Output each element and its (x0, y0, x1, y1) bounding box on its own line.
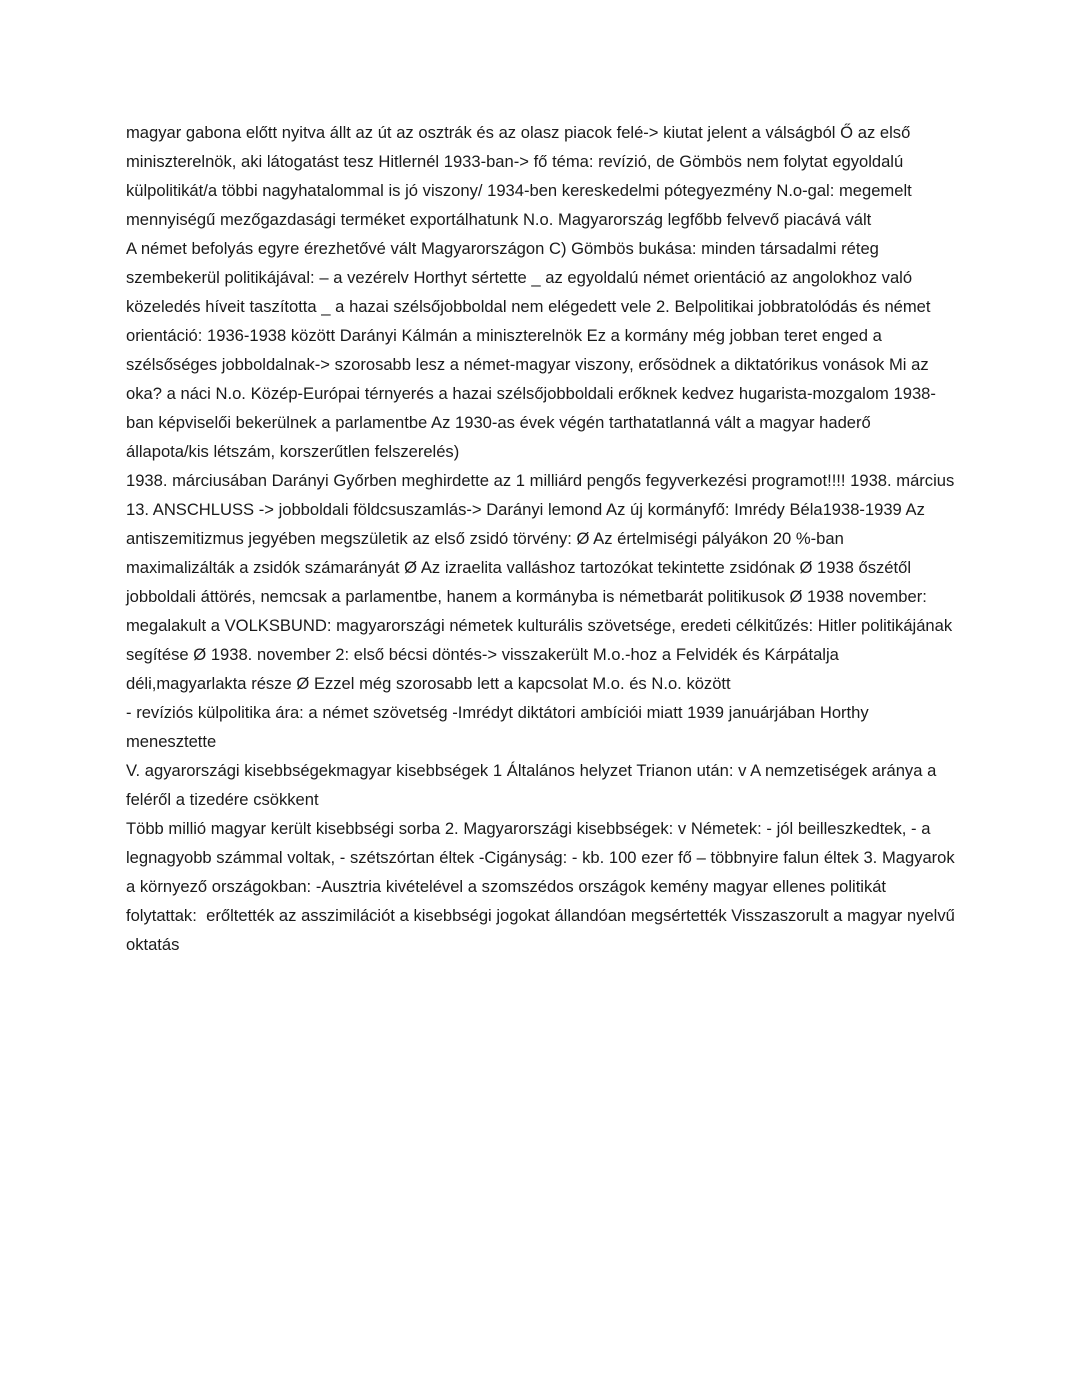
paragraph-block-1: magyar gabona előtt nyitva állt az út az osztrák és az olasz piacok felé-> kiutat jelent a válságból Ő az első miniszterelnök, aki látogatást tesz Hitlernél 1933-ban-> fő téma: revízió, de Gömbös nem folytat egyoldalú külpolitikát/a többi nagyhatalommal is jó viszony/ 1934-ben kereskedelmi pótegyezmény N.o-gal: megemelt mennyiségű mezőgazdasági terméket exportálhatunk N.o. Magyarország legfőbb felvevő piacává vált (126, 123, 917, 229)
paragraph-block-5: V. agyarországi kisebbségekmagyar kisebbségek 1 Általános helyzet Trianon után: v A nemzetiségek aránya a feléről a tizedére csökkent (126, 761, 942, 809)
paragraph-block-3: 1938. márciusában Darányi Győrben meghirdette az 1 milliárd pengős fegyverkezési programot!!!! 1938. március 13. ANSCHLUSS -> jobboldali földcsuszamlás-> Darányi lemond Az új kormányfő: Imrédy Béla1938-1939 Az antiszemitizmus jegyében megszületik az első zsidó törvény: Ø Az értelmiségi pályákon 20 %-ban maximalizálták a zsidók számarányát Ø Az izraelita valláshoz tartozókat tekintette zsidónak Ø 1938 őszétől jobboldali áttörés, nemcsak a parlamentbe, hanem a kormányba is németbarát politikusok Ø 1938 november: megalakult a VOLKSBUND: magyarországi németek kulturális szövetsége, eredeti célkitűzés: Hitler politikájának segítése Ø 1938. november 2: első bécsi döntés-> visszakerült M.o.-hoz a Felvidék és Kárpátalja déli,magyarlakta része Ø Ezzel még szorosabb lett a kapcsolat M.o. és N.o. között (126, 471, 959, 693)
document-text-column (126, 118, 960, 959)
paragraph-block-4: - revíziós külpolitika ára: a német szövetség -Imrédyt diktátori ambíciói miatt 1939 januárjában Horthy menesztette (126, 703, 874, 751)
paragraph-block-6: Több millió magyar került kisebbségi sorba 2. Magyarországi kisebbségek: v Németek: - jól beilleszkedtek, - a legnagyobb számmal voltak, - szétszórtan éltek -Cigányság: - kb. 100 ezer fő – többnyire falun éltek 3. Magyarok a környező országokban: -Ausztria kivételével a szomszédos országok kemény magyar ellenes politikát folytattak: erőltették az asszimilációt a kisebbségi jogokat állandóan megsértették Visszaszorult a magyar nyelvű oktatás (126, 819, 960, 954)
paragraph-block-2: A német befolyás egyre érezhetővé vált Magyarországon C) Gömbös bukása: minden társadalmi réteg szembekerül politikájával: – a vezérelv Horthyt sértette _ az egyoldalú német orientáció az angolokhoz való közeledés híveit taszította _ a hazai szélsőjobboldal nem elégedett vele 2. Belpolitikai jobbratolódás és német orientáció: 1936-1938 között Darányi Kálmán a miniszterelnök Ez a kormány még jobban teret enged a szélsőséges jobboldalnak-> szorosabb lesz a német-magyar viszony, erősödnek a diktatórikus vonások Mi az oka? a náci N.o. Közép-Európai térnyerés a hazai szélsőjobboldali erőknek kedvez hugarista-mozgalom 1938-ban képviselői bekerülnek a parlamentbe Az 1930-as évek végén tarthatatlanná vált a magyar haderő állapota/kis létszám, korszerűtlen felszerelés) (126, 239, 936, 461)
